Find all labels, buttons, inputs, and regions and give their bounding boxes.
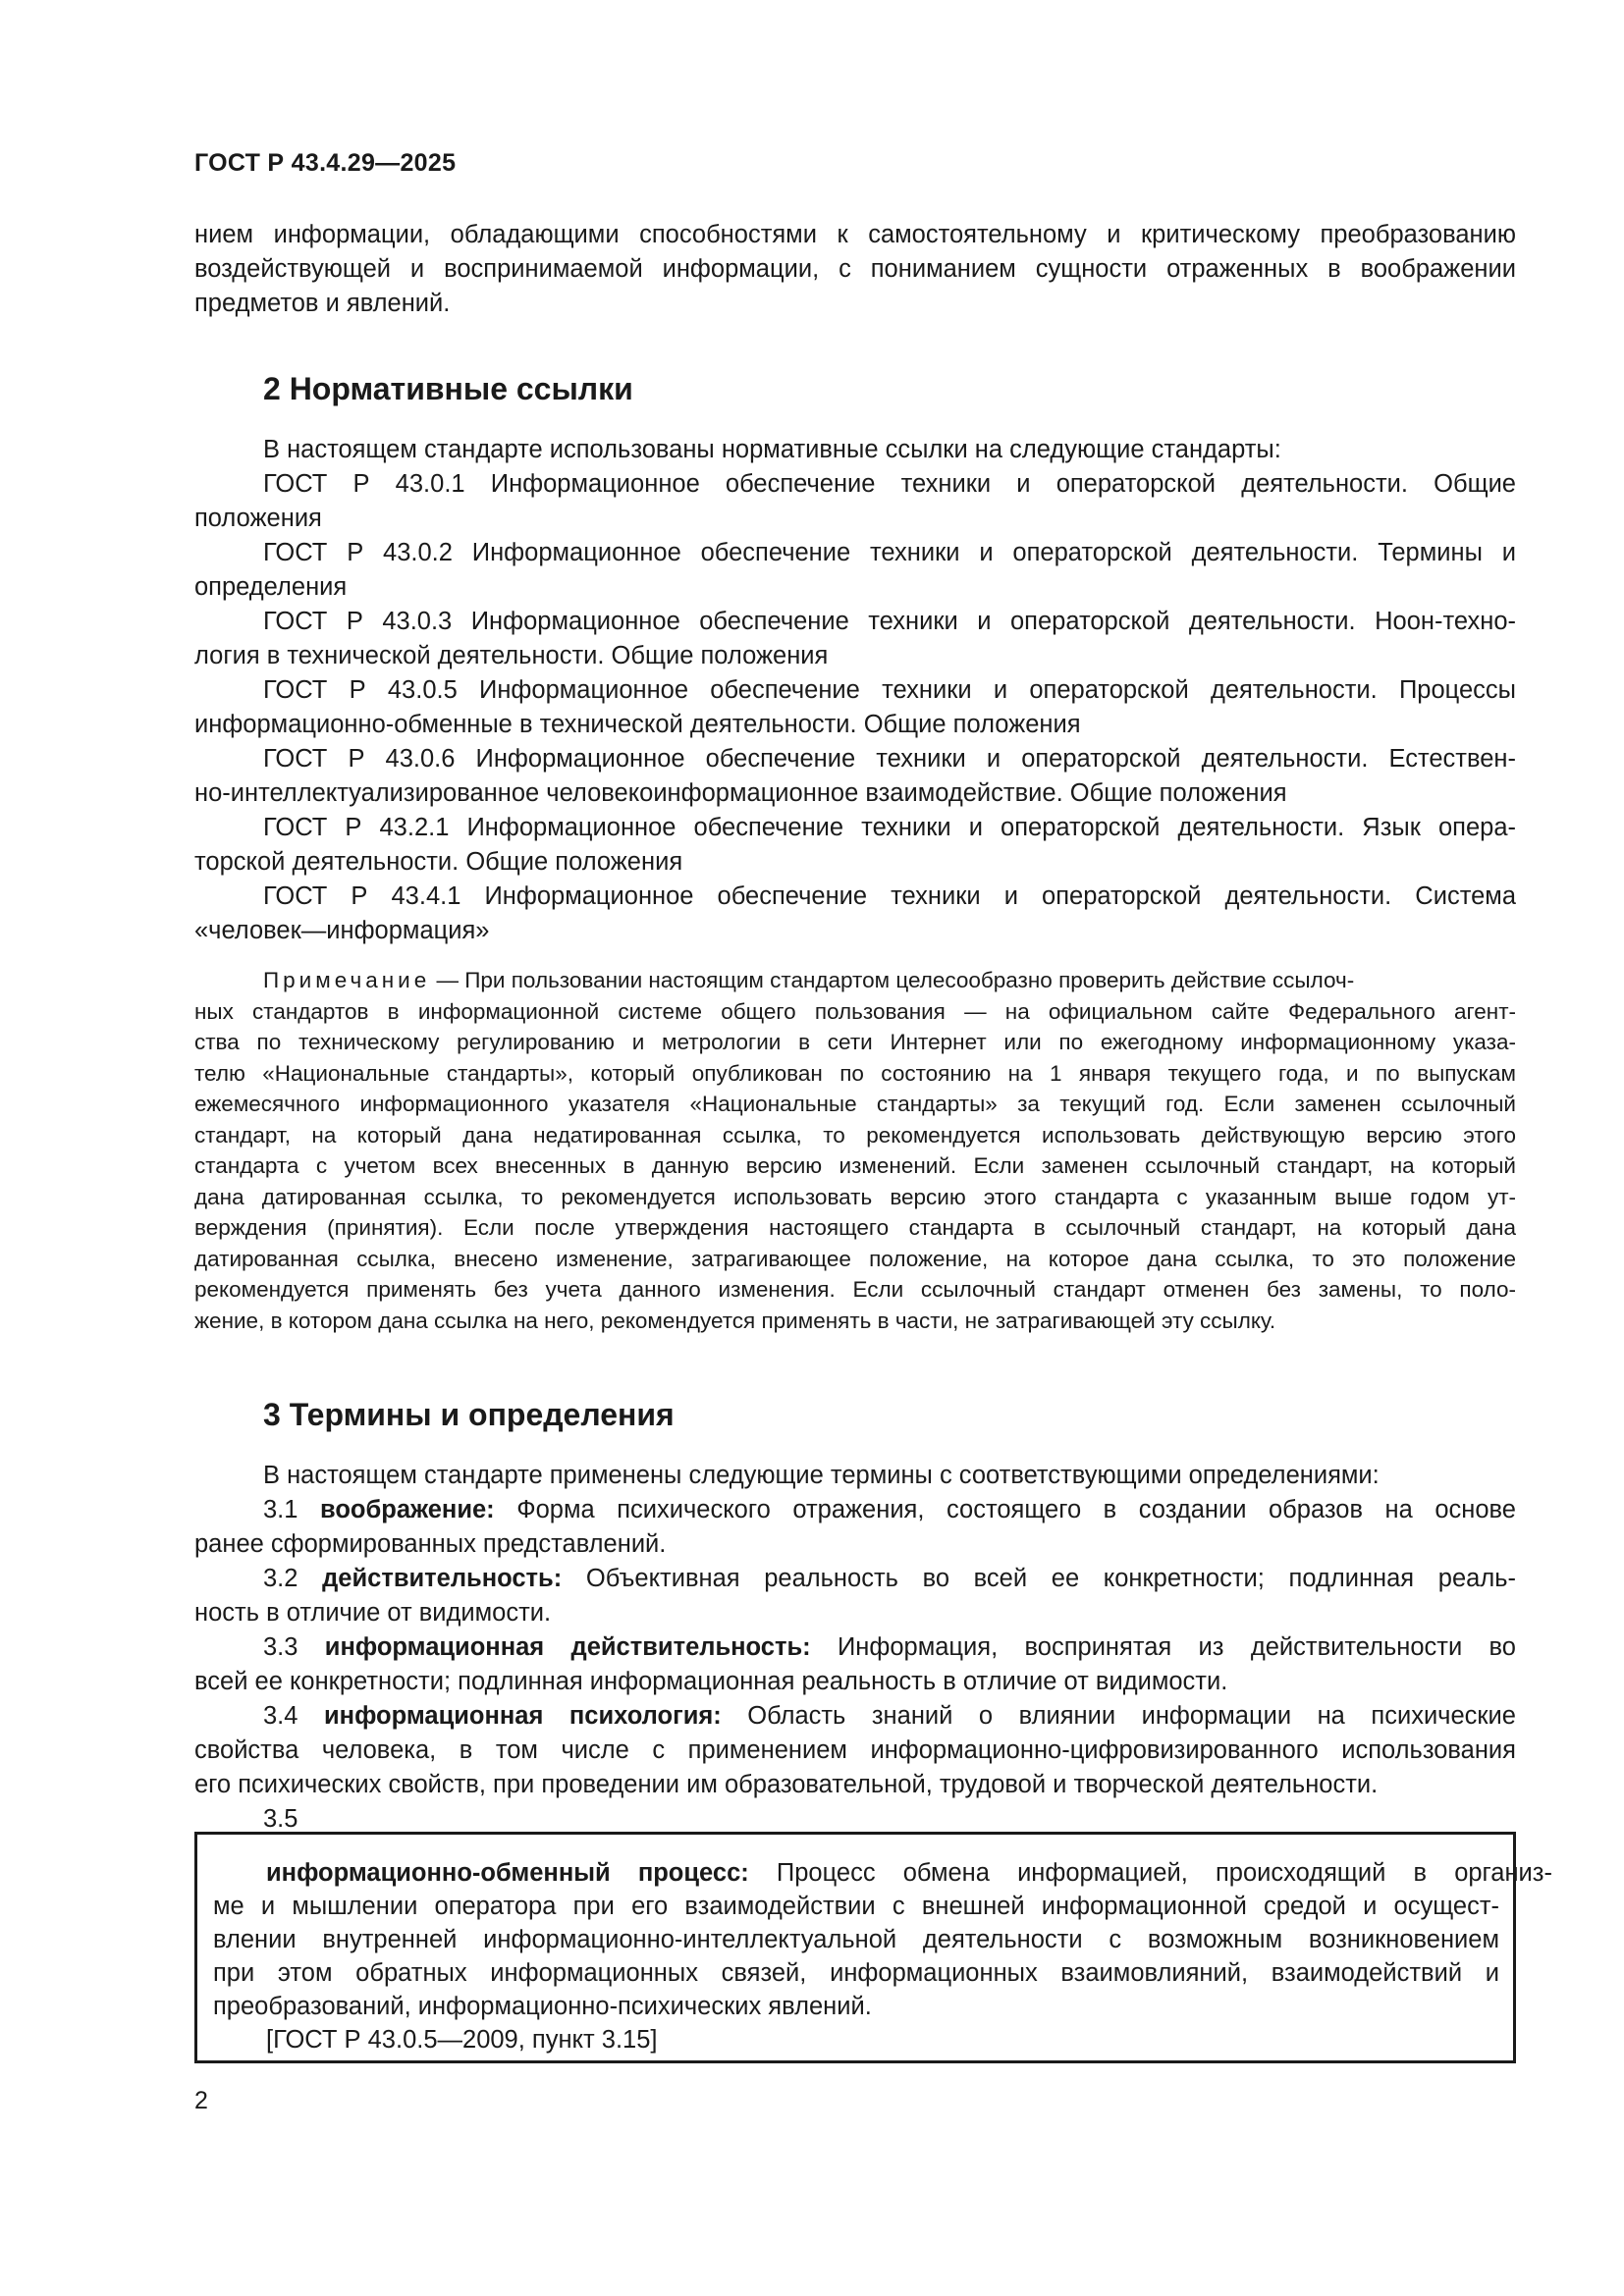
reference-line: ГОСТ Р 43.4.1 Информационное обеспечение техники и операторской деятельности. Система [263, 882, 1516, 910]
reference-line: ГОСТ Р 43.0.6 Информационное обеспечение техники и операторской деятельности. Естествен- [263, 745, 1516, 773]
note-line: стандарт, на который дана недатированная ссылка, то рекомендуется использовать действующую версию этого [194, 1122, 1516, 1148]
text-line: ность в отличие от видимости. [194, 1599, 552, 1627]
term-3-5-line [213, 1856, 1552, 1890]
reference-line: ГОСТ Р 43.0.2 Информационное обеспечение техники и операторской деятельности. Термины и [263, 539, 1516, 566]
term-definition: Форма психического отражения, состоящего в создании образов на основе [494, 1496, 1516, 1523]
section-3-body [194, 1459, 1516, 1837]
text-line: всей ее конкретности; подлинная информационная реальность в отличие от видимости. [194, 1668, 1228, 1695]
text-line: его психических свойств, при проведении им образовательной, трудовой и творческой деятельности. [194, 1771, 1379, 1798]
text-line: нием информации, обладающими способностями к самостоятельному и критическому преобразованию [194, 221, 1516, 248]
note-line: ства по техническому регулированию и метрологии в сети Интернет или по ежегодному информационному указа- [194, 1030, 1516, 1054]
term-name: воображение: [320, 1496, 495, 1523]
document-header: ГОСТ Р 43.4.29—2025 [194, 149, 457, 177]
term-number: 3.1 [263, 1496, 320, 1523]
term-name: действительность: [322, 1565, 563, 1592]
term-3-5-content [197, 1856, 1552, 2056]
reference-line: но-интеллектуализированное человекоинформационное взаимодействие. Общие положения [194, 779, 1287, 807]
note-first-text: — При пользовании настоящим стандартом целесообразно проверить действие ссылоч- [430, 968, 1355, 992]
note-label: Примечание [263, 968, 431, 992]
note-line: датированная ссылка, внесено изменение, затрагивающее положение, на которое дана ссылка, то это положение [194, 1246, 1516, 1271]
reference-line: информационно-обменные в технической деятельности. Общие положения [194, 711, 1081, 738]
note-line: ежемесячного информационного указателя «Национальные стандарты» за текущий год. Если заменен ссылочный [194, 1092, 1516, 1116]
reference-line: ГОСТ Р 43.0.5 Информационное обеспечение техники и операторской деятельности. Процессы [263, 676, 1516, 704]
term-definition: Информация, воспринятая из действительности во [810, 1633, 1516, 1661]
term-definition: Объективная реальность во всей ее конкретности; подлинная реаль- [562, 1565, 1516, 1592]
text-line: В настоящем стандарте использованы нормативные ссылки на следующие стандарты: [263, 436, 1281, 463]
text-line: при этом обратных информационных связей, информационных взаимовлияний, взаимодействий и [213, 1959, 1499, 1987]
term-3-1-line [194, 1493, 1516, 1527]
section-2-body [194, 433, 1516, 948]
text-line: В настоящем стандарте применены следующие термины с соответствующими определениями: [263, 1462, 1380, 1489]
note-first-line [194, 965, 1516, 996]
term-number: 3.3 [263, 1633, 325, 1661]
reference-line: ГОСТ Р 43.0.1 Информационное обеспечение техники и операторской деятельности. Общие [263, 470, 1516, 498]
text-line: ранее сформированных представлений. [194, 1530, 667, 1558]
term-definition: Область знаний о влиянии информации на психические [721, 1702, 1516, 1730]
term-number: 3.2 [263, 1565, 323, 1592]
note-line: рекомендуется применять без учета данного изменения. Если ссылочный стандарт отменен без замены, то поло- [194, 1277, 1516, 1302]
text-line: предметов и явлений. [194, 290, 451, 317]
reference-line: определения [194, 573, 348, 601]
page-number: 2 [194, 2087, 208, 2114]
term-definition: Процесс обмена информацией, происходящий в организ- [748, 1859, 1552, 1887]
term-number: 3.4 [263, 1702, 324, 1730]
text-line: преобразований, информационно-психических явлений. [213, 1993, 872, 2020]
note-line: стандарта с учетом всех внесенных в данную версию изменений. Если заменен ссылочный стандарт, на который [194, 1153, 1516, 1178]
term-source: [ГОСТ Р 43.0.5—2009, пункт 3.15] [266, 2026, 658, 2054]
term-name: информационная психология: [323, 1702, 722, 1730]
section-3-heading: 3 Термины и определения [263, 1397, 675, 1432]
text-line: ме и мышлении оператора при его взаимодействии с внешней информационной средой и осущест- [213, 1893, 1499, 1920]
text-line: влении внутренней информационно-интеллектуальной деятельности с возможным возникновением [213, 1926, 1499, 1953]
note-line: ных стандартов в информационной системе общего пользования — на официальном сайте Федерального агент- [194, 998, 1516, 1024]
reference-line: ГОСТ Р 43.0.3 Информационное обеспечение техники и операторской деятельности. Ноон-техно- [263, 608, 1516, 635]
term-name: информационно-обменный процесс: [266, 1859, 749, 1887]
text-line: воздействующей и воспринимаемой информации, с пониманием сущности отраженных в воображении [194, 255, 1516, 283]
reference-line: торской деятельности. Общие положения [194, 848, 683, 876]
note-line: верждения (принятия). Если после утверждения настоящего стандарта в ссылочный стандарт, на который дана [194, 1215, 1516, 1240]
term-3-5-frame [194, 1832, 1552, 2063]
reference-line: положения [194, 505, 322, 532]
note-block [194, 965, 1516, 1336]
term-3-5-number: 3.5 [263, 1805, 298, 1833]
note-line: дана датированная ссылка, то рекомендуется использовать версию этого стандарта с указанным выше годом ут- [194, 1184, 1516, 1209]
reference-line: «человек—информация» [194, 917, 490, 944]
term-3-4-line [194, 1699, 1516, 1734]
section-2-heading: 2 Нормативные ссылки [263, 371, 633, 406]
note-line: жение, в котором дана ссылка на него, рекомендуется применять в части, не затрагивающей эту ссылку. [194, 1308, 1276, 1333]
reference-line: ГОСТ Р 43.2.1 Информационное обеспечение техники и операторской деятельности. Язык опера- [263, 814, 1516, 841]
note-line: телю «Национальные стандарты», который опубликован по состоянию на 1 января текущего года, и по выпускам [194, 1060, 1516, 1086]
intro-paragraph [194, 218, 1516, 321]
text-line: свойства человека, в том числе с применением информационно-цифровизированного использования [194, 1736, 1516, 1764]
term-3-3-line [194, 1630, 1516, 1665]
reference-line: логия в технической деятельности. Общие положения [194, 642, 829, 669]
term-3-2-line [194, 1562, 1516, 1596]
term-name: информационная действительность: [324, 1633, 811, 1661]
